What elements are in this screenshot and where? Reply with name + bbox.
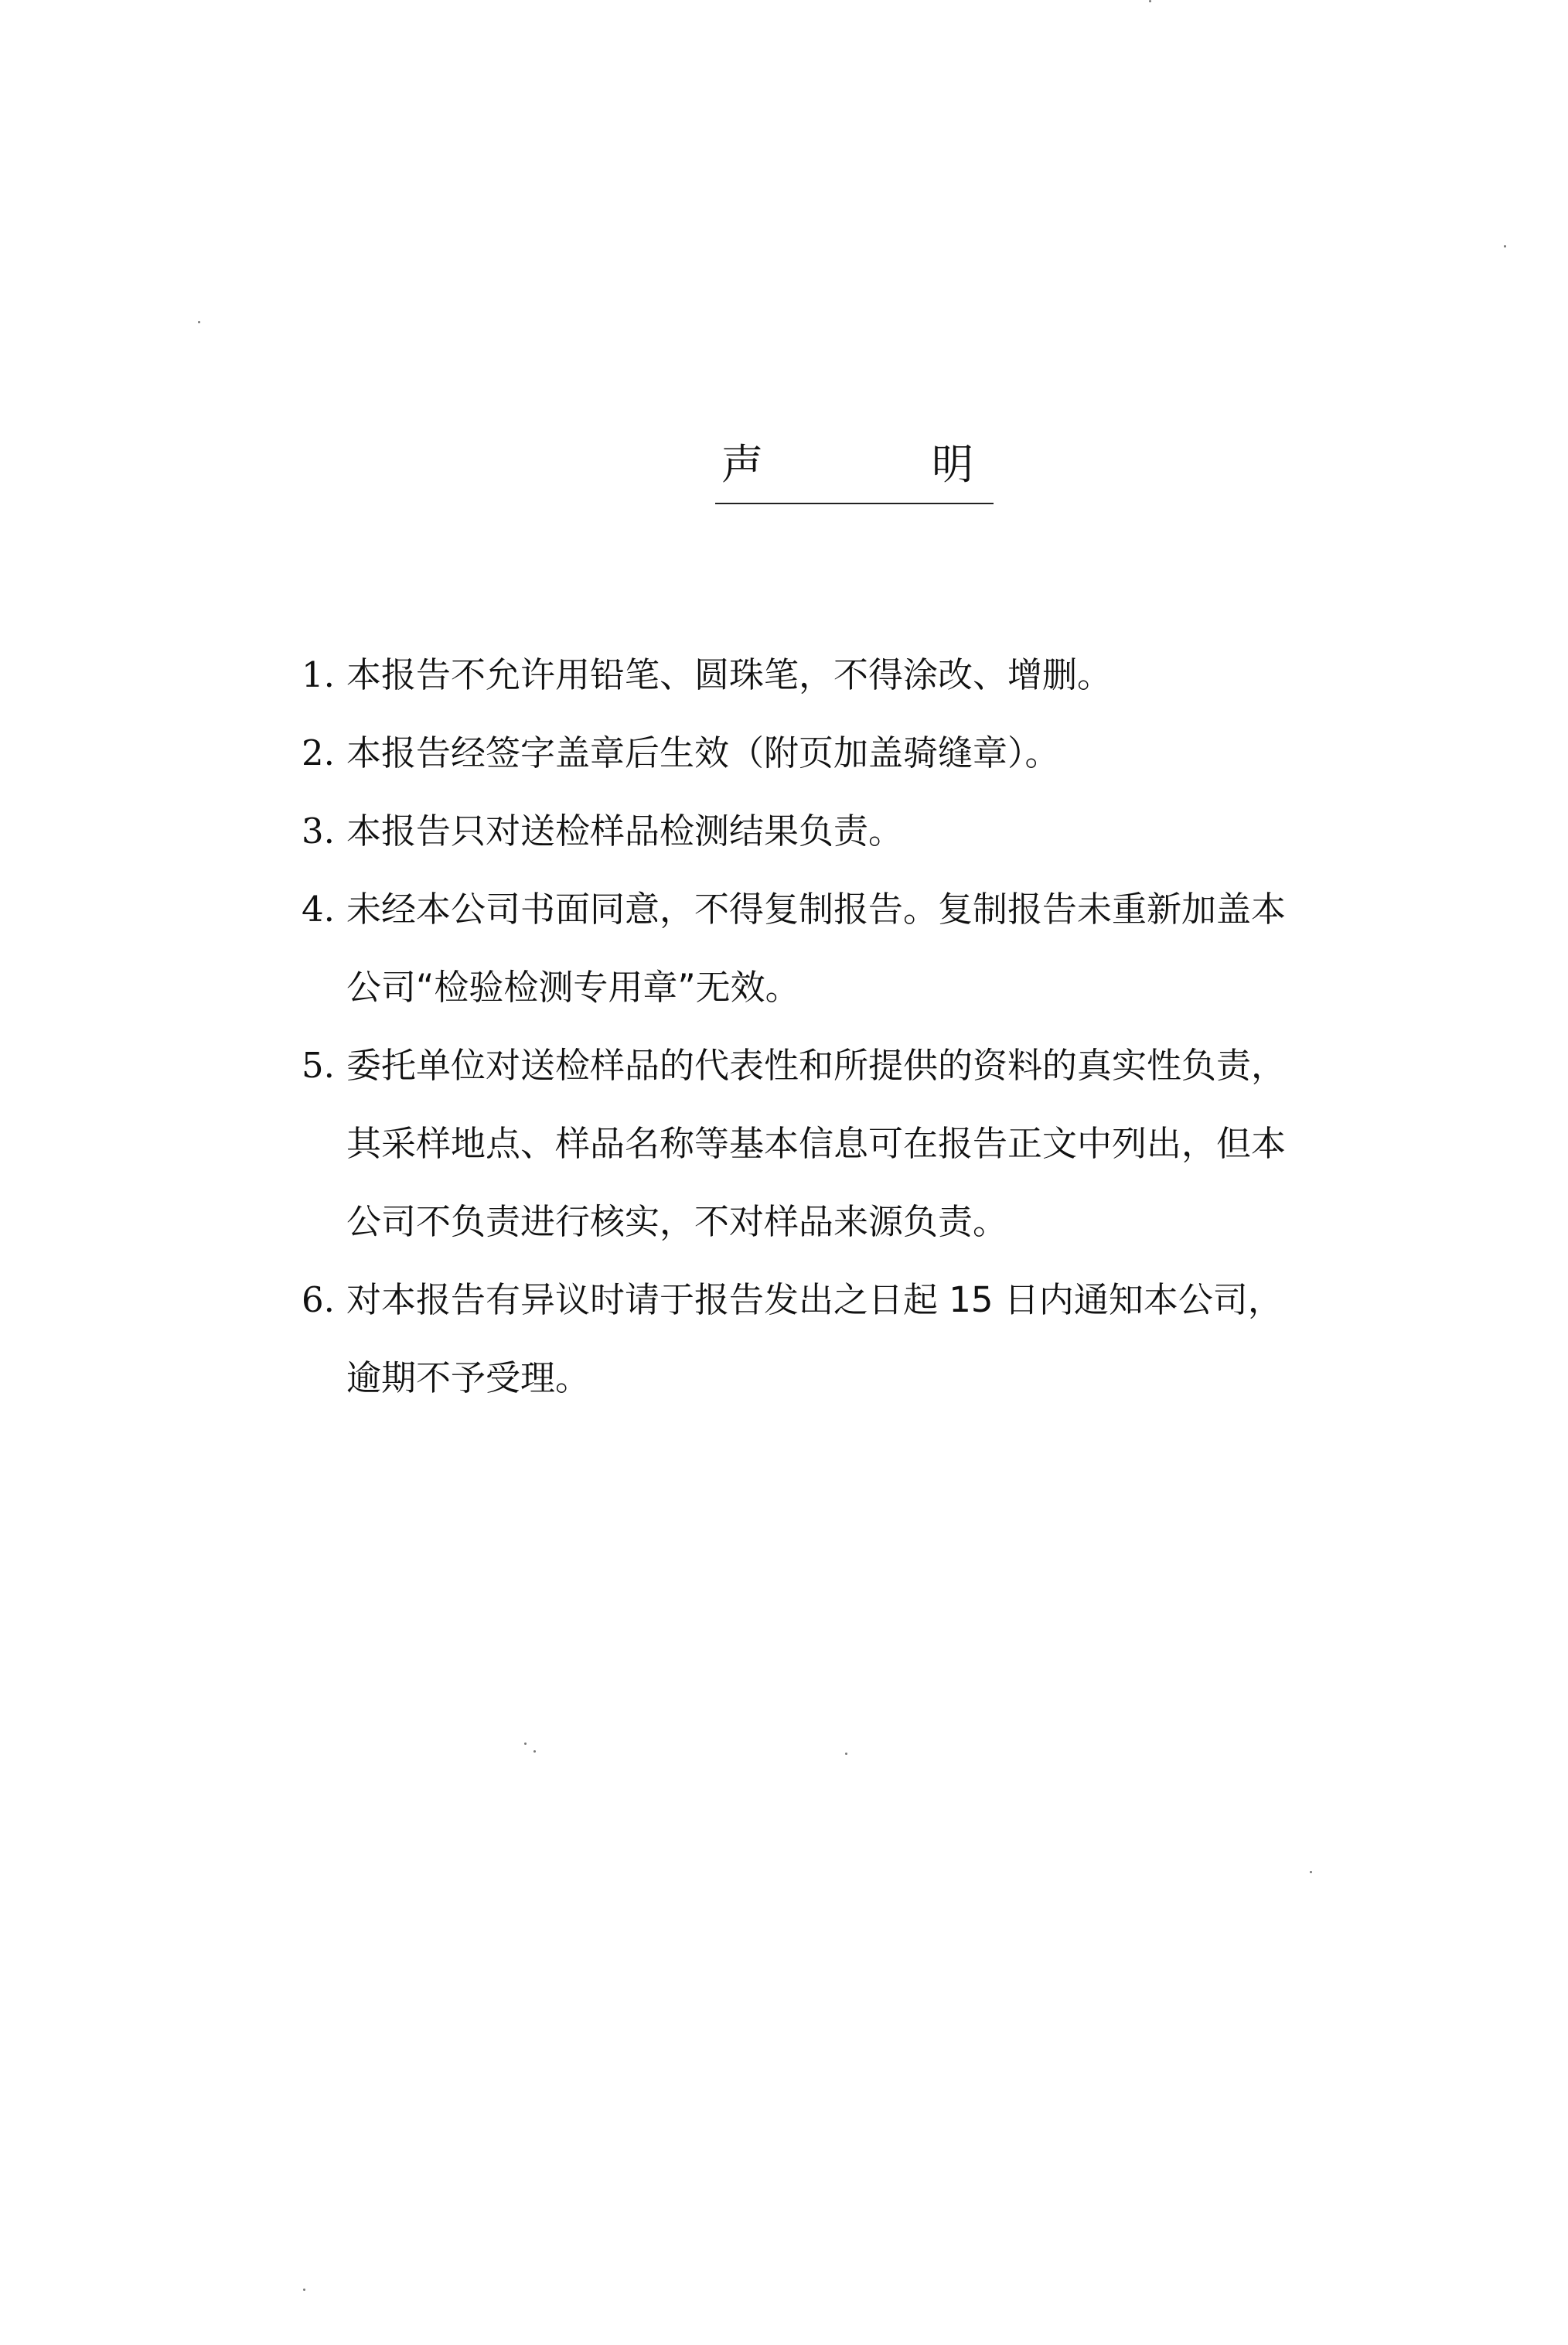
scan-speck: [303, 2289, 305, 2291]
statement-number: 1.: [302, 654, 335, 695]
statement-item-1: [302, 636, 1407, 714]
statement-line: 委托单位对送检样品的代表性和所提供的资料的真实性负责，: [346, 1045, 1287, 1086]
declaration-title: [715, 433, 994, 504]
statement-item-2: [302, 714, 1407, 792]
statement-line: 公司“检验检测专用章”无效。: [346, 967, 800, 1008]
declaration-statements: [302, 636, 1407, 1417]
scan-speck: [524, 1743, 527, 1745]
statement-number: 5.: [302, 1045, 335, 1086]
scan-speck: [1149, 0, 1151, 2]
statement-number: 6.: [302, 1279, 335, 1320]
statement-line: 本报告不允许用铅笔、圆珠笔，不得涂改、增删。: [346, 654, 1113, 695]
statement-line: 本报告只对送检样品检测结果负责。: [346, 811, 904, 852]
scan-speck: [845, 1753, 847, 1755]
statement-number: 4.: [302, 889, 335, 930]
statement-line: 公司不负责进行核实，不对样品来源负责。: [346, 1201, 1008, 1242]
scan-speck: [198, 321, 200, 323]
declaration-title-left: 声: [721, 440, 763, 489]
statement-line: 未经本公司书面同意，不得复制报告。复制报告未重新加盖本: [346, 889, 1287, 930]
statement-item-4: [302, 870, 1407, 1026]
statement-line: 其采样地点、样品名称等基本信息可在报告正文中列出，但本: [346, 1123, 1287, 1164]
statement-number: 3.: [302, 811, 335, 852]
statement-line: 本报告经签字盖章后生效（附页加盖骑缝章）。: [346, 732, 1060, 773]
statement-item-3: [302, 792, 1407, 870]
scan-speck: [1504, 245, 1506, 247]
statement-item-5: [302, 1026, 1407, 1261]
scan-speck: [1310, 1871, 1312, 1873]
statement-line: 对本报告有异议时请于报告发出之日起 15 日内通知本公司，: [346, 1279, 1283, 1320]
scan-speck: [533, 1750, 536, 1753]
statement-item-6: [302, 1261, 1407, 1417]
declaration-title-right: 明: [932, 440, 973, 489]
statement-line: 逾期不予受理。: [346, 1357, 591, 1398]
statement-number: 2.: [302, 732, 335, 773]
